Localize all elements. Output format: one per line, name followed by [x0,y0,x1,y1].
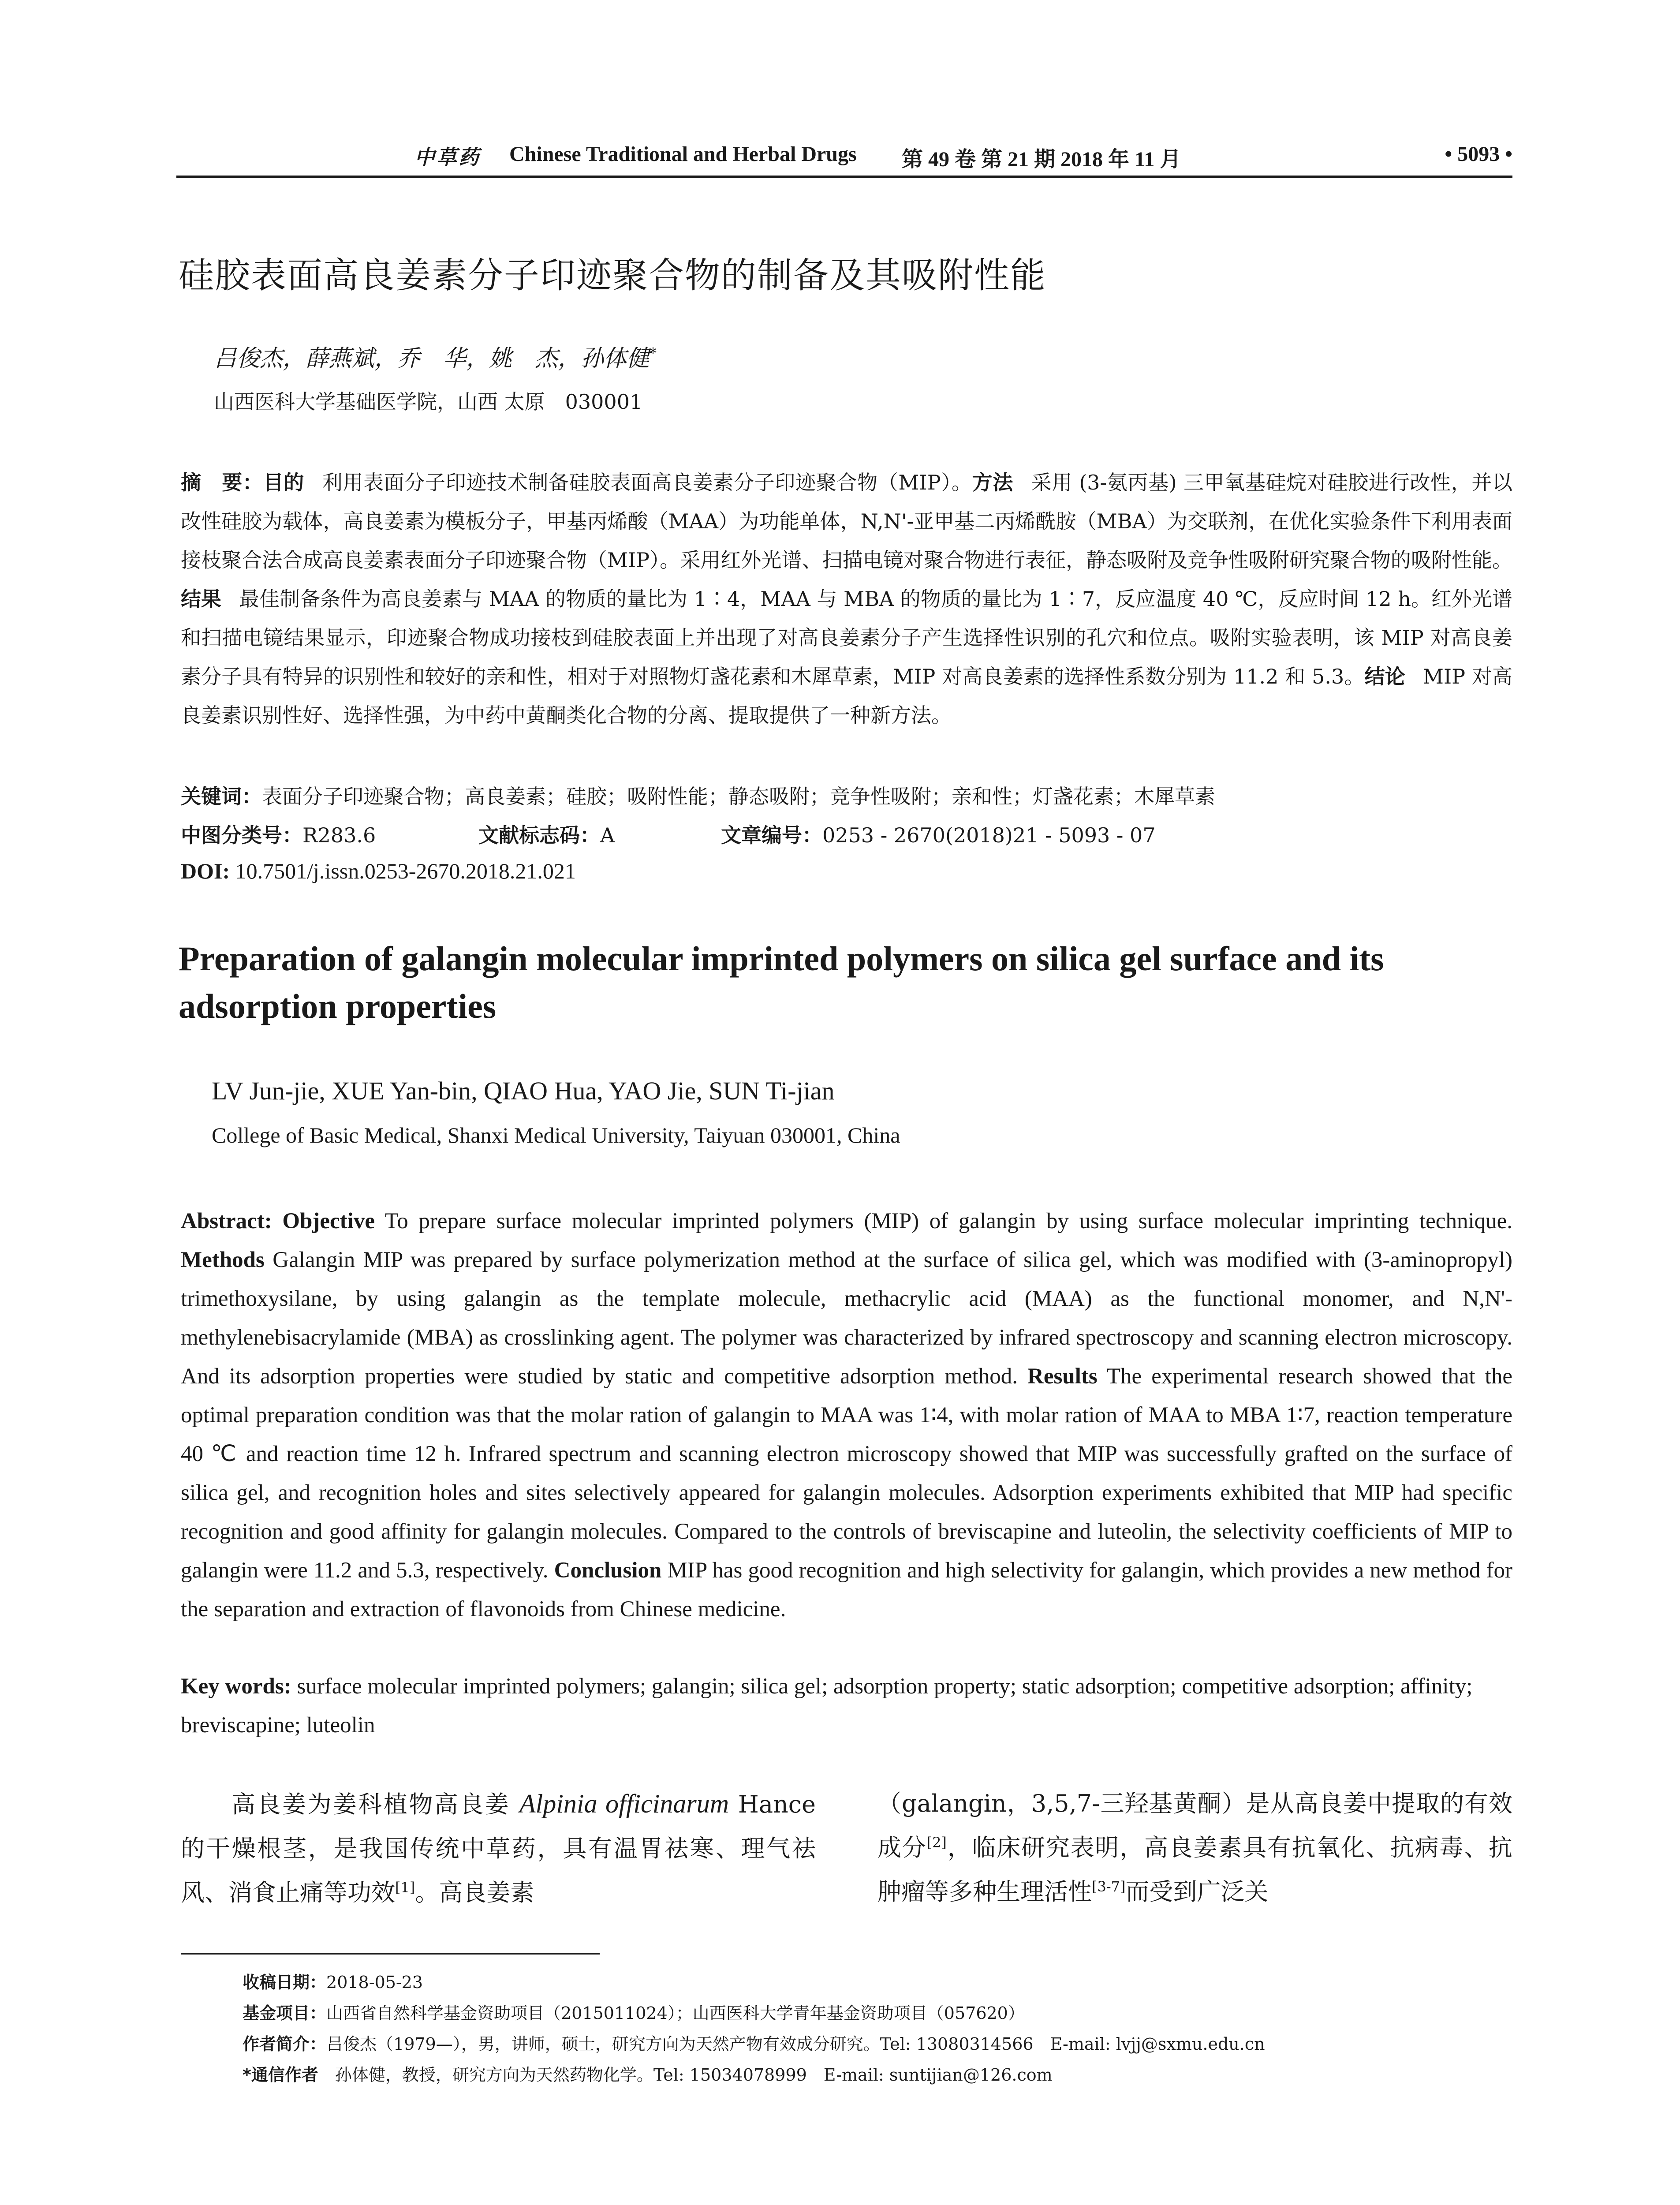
keywords-text-en: surface molecular imprinted polymers; galangin; silica gel; adsorption property; static adsorption; competitive adsorption; affinity; breviscapine; luteolin [181,1674,1473,1738]
body-right-text-a: （galangin，3,5,7-三羟基黄酮）是从高良姜中提取的有效成分 [877,1790,1512,1861]
objective-label-cn: 目的 [263,471,305,494]
doc-code-label: 文献标志码： [478,823,600,847]
citation-1[interactable]: [1] [395,1879,415,1896]
header-rule [176,176,1512,178]
citation-2[interactable]: [2] [926,1834,947,1851]
keywords-chinese [181,781,1512,810]
abstract-label-en: Abstract: [181,1209,272,1233]
body-column-right [877,1782,1512,1914]
title-english: Preparation of galangin molecular imprinted polymers on silica gel surface and its adsorption properties [179,939,1384,1025]
classification-line [181,819,1512,848]
methods-text-cn: 采用 (3-氨丙基) 三甲氧基硅烷对硅胶进行改性，并以改性硅胶为载体，高良姜素为模板分子，甲基丙烯酸（MAA）为功能单体，N,N'-亚甲基二丙烯酰胺（MBA）为交联剂，在优化实验条件下利用表面接枝聚合法合成高良姜素表面分子印迹聚合物（MIP）。采用红外光谱、扫描电镜对聚合物进行表征，静态吸附及竞争性吸附研究聚合物的吸附性能。 [181,471,1513,572]
conclusion-label-cn: 结论 [1364,665,1405,688]
keywords-label-en: Key words: [181,1674,291,1699]
body-right-text-c: 而受到广泛关 [1125,1878,1269,1906]
article-number-field [721,819,1156,848]
footnotes [243,1967,1512,2090]
results-text-en: The experimental research showed that the optimal preparation condition was that the molar ration of galangin to MAA was 1∶4, with molar ration of MAA to MBA 1∶7, reaction temperature 40 ℃ and reaction time 12 h. Infrared spectrum and scanning electron microscopy showed that MIP was successfully grafted on the surface of silica gel, and recognition holes and sites selectively appeared for galangin molecules. Adsorption experiments exhibited that MIP had specific recognition and good affinity for galangin molecules. Compared to the controls of breviscapine and luteolin, the selectivity coefficients of MIP to galangin were 11.2 and 5.3, respectively. [181,1364,1512,1583]
results-label-en: Results [1027,1364,1098,1389]
doi-value[interactable]: 10.7501/j.issn.0253-2670.2018.21.021 [235,859,576,883]
fund-text: 山西省自然科学基金资助项目（2015011024）；山西医科大学青年基金资助项目（057620） [326,2003,1025,2023]
species-name: Alpinia officinarum [519,1789,729,1818]
results-text-cn: 最佳制备条件为高良姜素与 MAA 的物质的量比为 1∶4，MAA 与 MBA 的物质的量比为 1∶7，反应温度 40 ℃，反应时间 12 h。红外光谱和扫描电镜结果显示，印迹聚合物成功接枝到硅胶表面上并出现了对高良姜素分子产生选择性识别的孔穴和位点。吸附实验表明，该 MIP 对高良姜素分子具有特异的识别性和较好的亲和性，相对于对照物灯盏花素和木犀草素，MIP 对高良姜素的选择性系数分别为 11.2 和 5.3。 [181,587,1513,688]
conclusion-label-en: Conclusion [554,1558,662,1583]
corresponding-text: 孙体健，教授，研究方向为天然药物化学。Tel: 15034078999 E-mail: suntijian@126.com [335,2065,1053,2085]
clc-label: 中图分类号： [181,823,302,847]
keywords-label-cn: 关键词： [181,785,262,808]
keywords-english [181,1667,1512,1745]
clc-field [181,823,376,847]
author-bio-text: 吕俊杰（1979—），男，讲师，硕士，研究方向为天然产物有效成分研究。Tel: 13080314566 E-mail: lvjj@sxmu.edu.cn [326,2034,1265,2054]
objective-text-cn: 利用表面分子印迹技术制备硅胶表面高良姜素分子印迹聚合物（MIP）。 [322,471,972,494]
issue-info: 第 49 卷 第 21 期 2018 年 11 月 [902,148,1181,171]
methods-label-en: Methods [181,1248,265,1272]
doi-label: DOI: [181,859,230,883]
abstract-label-cn: 摘 要： [181,471,263,494]
fund-label: 基金项目： [243,2003,327,2023]
title-chinese: 硅胶表面高良姜素分子印迹聚合物的制备及其吸附性能 [179,255,1046,296]
citation-3-7[interactable]: [3-7] [1092,1878,1126,1895]
journal-name: Chinese Traditional and Herbal Drugs [509,142,857,166]
abstract-english [181,1202,1512,1629]
corresponding-label: *通信作者 [243,2065,318,2085]
doc-code-field [478,819,615,848]
doi-line [181,858,1512,884]
article-number-label: 文章编号： [721,823,822,847]
journal-logo: 中草药 [414,145,481,169]
clc-value: R283.6 [302,823,376,847]
page-number: • 5093 • [1445,142,1512,166]
affiliation-chinese: 山西医科大学基础医学院，山西 太原 030001 [214,390,643,414]
conclusion-text-en: MIP has good recognition and high selectivity for galangin, which provides a new method for the separation and extraction of flavonoids from Chinese medicine. [181,1558,1513,1622]
keywords-text-cn: 表面分子印迹聚合物；高良姜素；硅胶；吸附性能；静态吸附；竞争性吸附；亲和性；灯盏花素；木犀草素 [262,785,1215,808]
received-label: 收稿日期： [243,1973,327,1992]
footnote-received [243,1967,1512,1998]
abstract-chinese [181,463,1512,735]
results-label-cn: 结果 [181,587,222,611]
body-right-text-b: ，临床研究表明，高良姜素具有抗氧化、抗病毒、抗肿瘤等多种生理活性 [877,1834,1513,1906]
body-left-text-a: 高良姜为姜科植物高良姜 [231,1790,519,1818]
objective-label-en: Objective [282,1209,375,1233]
authors-chinese-names: 吕俊杰，薛燕斌，乔 华，姚 杰，孙体健 [214,345,650,372]
footnote-author [243,2029,1512,2059]
received-date: 2018-05-23 [326,1973,423,1992]
footnote-corresponding [243,2059,1512,2090]
body-left-text-b: Hance 的干燥根茎，是我国传统中草药，具有温胃祛寒、理气祛风、消食止痛等功效 [181,1790,816,1906]
corresponding-mark: * [650,344,657,362]
objective-text-en: To prepare surface molecular imprinted polymers (MIP) of galangin by using surface molecular imprinting technique. [385,1209,1512,1233]
footnote-rule [181,1953,600,1955]
body-left-text-c: 。高良姜素 [415,1879,534,1906]
affiliation-english: College of Basic Medical, Shanxi Medical University, Taiyuan 030001, China [212,1123,900,1147]
author-bio-label: 作者简介： [243,2034,327,2054]
body-column-left [181,1782,816,1915]
conclusion-text-cn: MIP 对高良姜素识别性好、选择性强，为中药中黄酮类化合物的分离、提取提供了一种新方法。 [181,665,1512,727]
footnote-fund [243,1998,1512,2029]
authors-english: LV Jun-jie, XUE Yan-bin, QIAO Hua, YAO Jie, SUN Ti-jian [212,1076,835,1105]
authors-chinese [214,340,657,373]
methods-text-en: Galangin MIP was prepared by surface polymerization method at the surface of silica gel, which was modified with (3-aminopropyl) trimethoxysilane, by using galangin as the template molecule, methacrylic acid (MAA) as the functional monomer, and N,N'-methylenebisacrylamide (MBA) as crosslinking agent. The polymer was characterized by infrared spectroscopy and scanning electron microscopy. And its adsorption properties were studied by static and competitive adsorption method. [181,1248,1513,1389]
doc-code-value: A [600,823,615,847]
article-number-value: 0253 - 2670(2018)21 - 5093 - 07 [822,823,1156,847]
methods-label-cn: 方法 [972,471,1014,494]
running-header [176,140,1512,176]
